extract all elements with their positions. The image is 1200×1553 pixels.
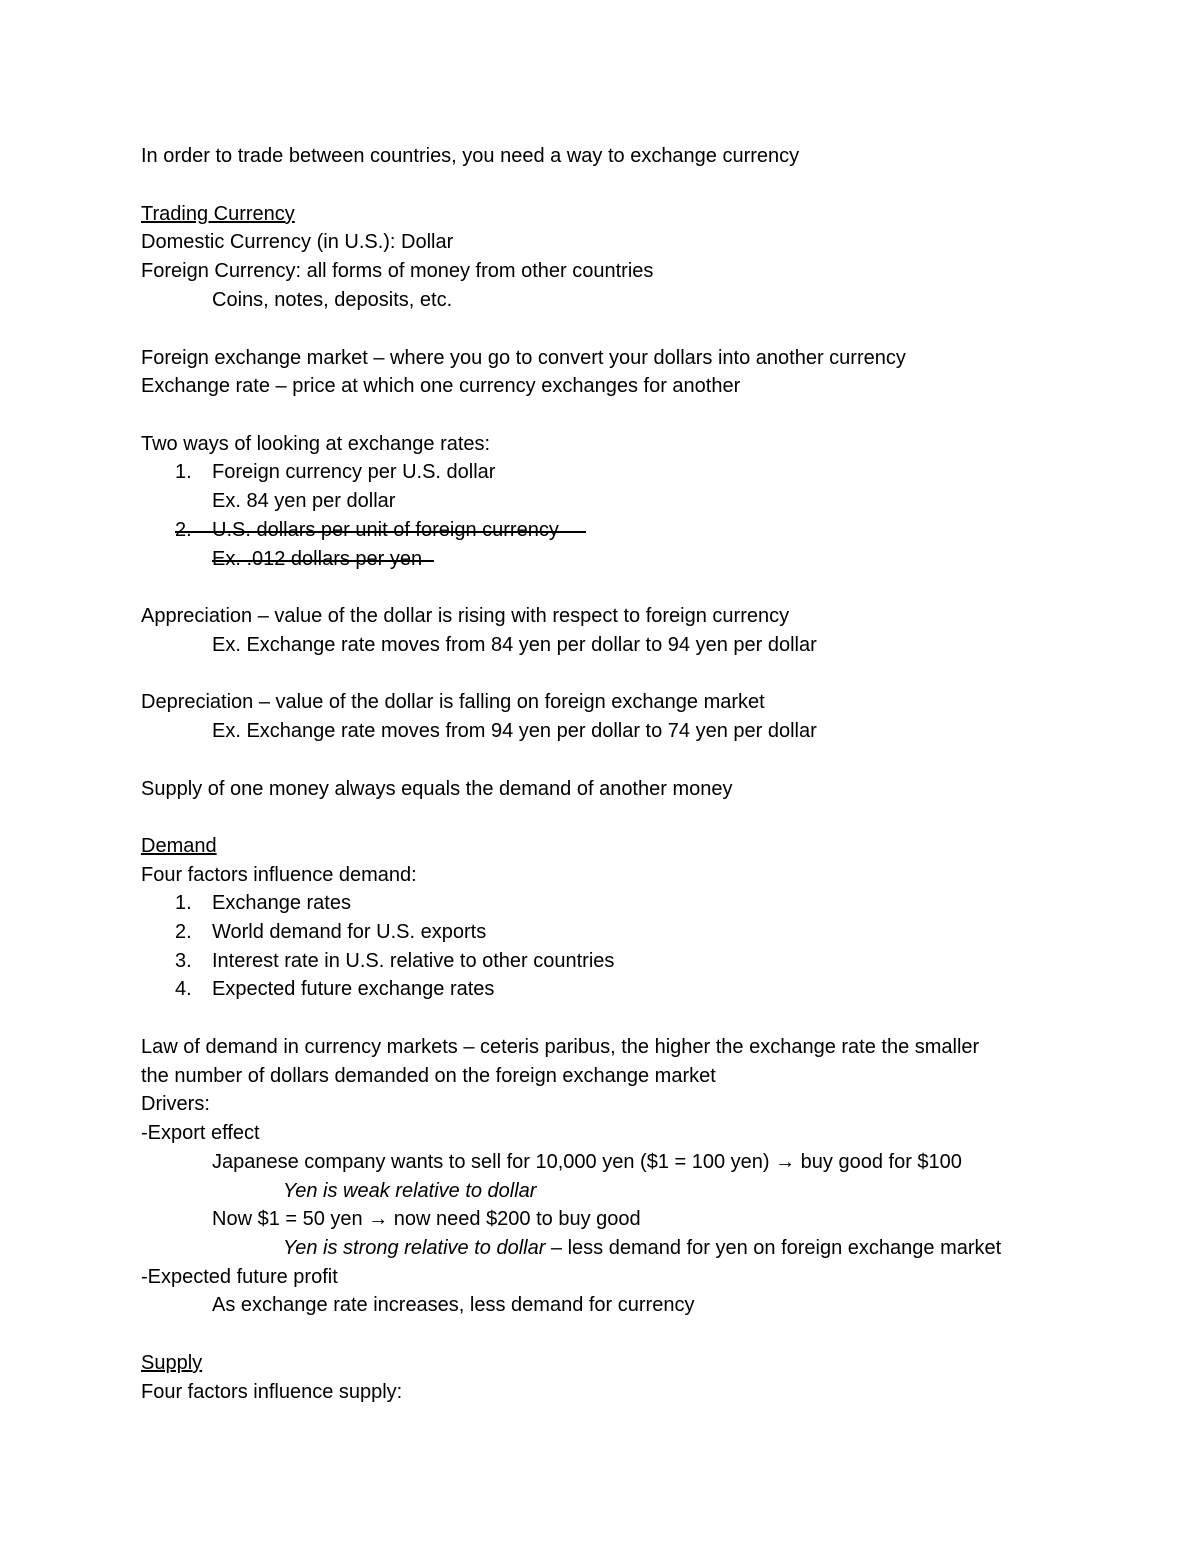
exchange-rate-definition: Exchange rate – price at which one currency exchanges for another <box>141 375 741 397</box>
list-number: 2. <box>175 921 192 943</box>
expected-profit-label: -Expected future profit <box>141 1266 338 1288</box>
list-number: 3. <box>175 950 192 972</box>
list-number: 2. <box>175 519 192 541</box>
list-item-example-text: Ex. .012 dollars per yen <box>212 548 423 570</box>
expected-profit-detail: As exchange rate increases, less demand for currency <box>212 1294 695 1316</box>
demand-heading: Demand <box>141 835 217 857</box>
supply-equals-line: Supply of one money always equals the demand of another money <box>141 778 733 800</box>
appreciation-definition: Appreciation – value of the dollar is rising with respect to foreign currency <box>141 605 790 627</box>
drivers-label: Drivers: <box>141 1093 210 1115</box>
foreign-currency-examples: Coins, notes, deposits, etc. <box>212 289 453 311</box>
list-item <box>0 918 1200 947</box>
list-number: 4. <box>175 978 192 1000</box>
list-item-text: Exchange rates <box>212 892 351 914</box>
struck-list-item <box>0 516 1200 545</box>
export-effect-label: -Export effect <box>141 1122 260 1144</box>
list-item-text: Expected future exchange rates <box>212 978 495 1000</box>
strikethrough-line <box>212 545 434 574</box>
trading-currency-heading: Trading Currency <box>141 203 295 225</box>
law-of-demand-line-2: the number of dollars demanded on the foreign exchange market <box>141 1065 716 1087</box>
list-item-text: World demand for U.S. exports <box>212 921 487 943</box>
list-item <box>0 458 1200 487</box>
supply-heading: Supply <box>141 1352 203 1374</box>
struck-list-item-example <box>212 545 422 574</box>
list-item <box>0 947 1200 976</box>
list-number: 1. <box>175 461 192 483</box>
foreign-currency-line: Foreign Currency: all forms of money from other countries <box>141 260 654 282</box>
depreciation-definition: Depreciation – value of the dollar is falling on foreign exchange market <box>141 691 765 713</box>
japanese-company-example: Japanese company wants to sell for 10,000 yen ($1 = 100 yen) → buy good for $100 <box>212 1151 962 1173</box>
list-item-text: U.S. dollars per unit of foreign currency <box>212 519 559 541</box>
yen-strong-note <box>283 1234 1001 1263</box>
supply-factors-heading: Four factors influence supply: <box>141 1381 403 1403</box>
list-item-text: Foreign currency per U.S. dollar <box>212 461 496 483</box>
domestic-currency-line: Domestic Currency (in U.S.): Dollar <box>141 231 454 253</box>
yen-weak-note: Yen is weak relative to dollar <box>283 1180 537 1202</box>
demand-factors-heading: Four factors influence demand: <box>141 864 417 886</box>
intro-line: In order to trade between countries, you need a way to exchange currency <box>141 145 800 167</box>
list-number: 1. <box>175 892 192 914</box>
list-item-example: Ex. 84 yen per dollar <box>212 490 396 512</box>
fx-market-definition: Foreign exchange market – where you go to convert your dollars into another currency <box>141 347 906 369</box>
law-of-demand-line-1: Law of demand in currency markets – ceteris paribus, the higher the exchange rate the smaller <box>141 1036 980 1058</box>
list-item <box>0 975 1200 1004</box>
now-rate-example: Now $1 = 50 yen → now need $200 to buy good <box>212 1208 641 1230</box>
yen-strong-rest: – less demand for yen on foreign exchange market <box>545 1237 1002 1259</box>
depreciation-example: Ex. Exchange rate moves from 94 yen per dollar to 74 yen per dollar <box>212 720 817 742</box>
appreciation-example: Ex. Exchange rate moves from 84 yen per dollar to 94 yen per dollar <box>212 634 817 656</box>
yen-strong-italic: Yen is strong relative to dollar <box>283 1237 546 1259</box>
list-item <box>0 889 1200 918</box>
two-ways-heading: Two ways of looking at exchange rates: <box>141 433 491 455</box>
list-item-text: Interest rate in U.S. relative to other countries <box>212 950 615 972</box>
